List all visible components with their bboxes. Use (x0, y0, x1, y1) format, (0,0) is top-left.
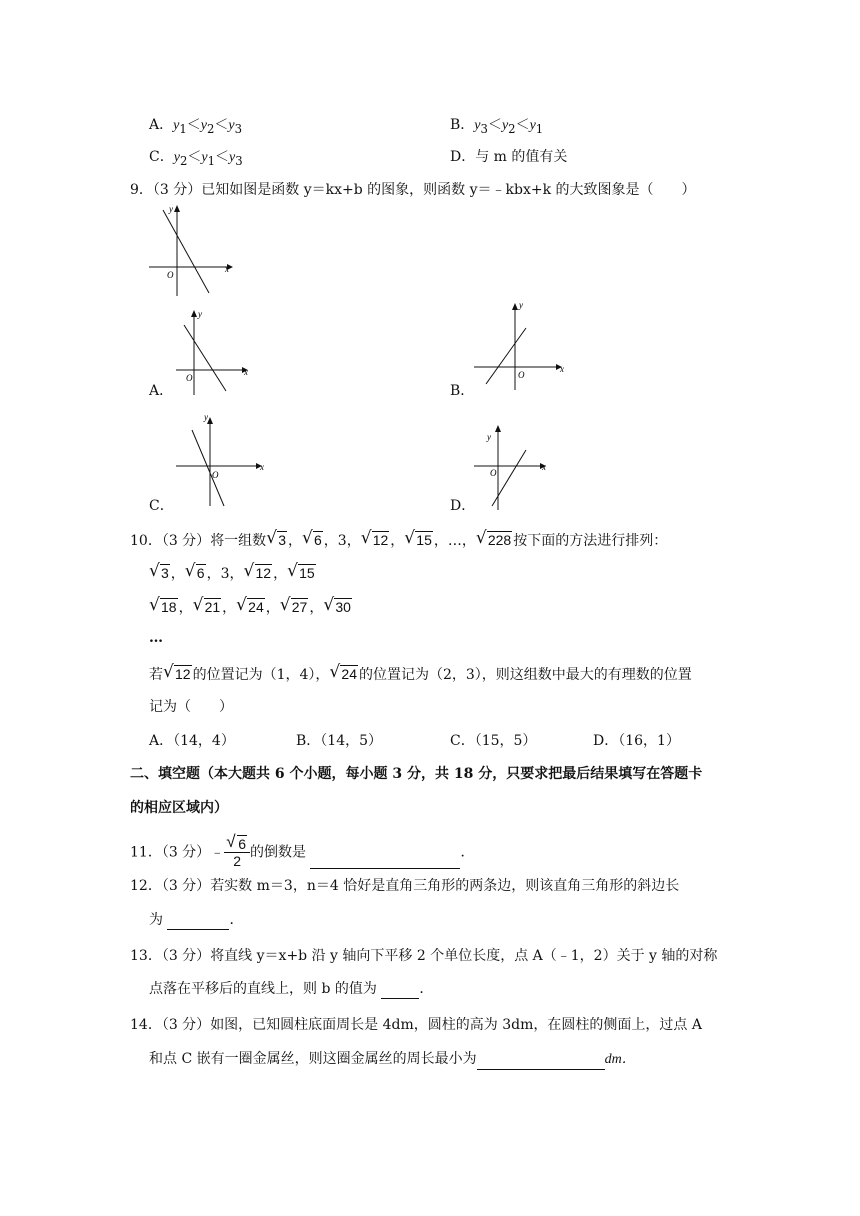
q8-option-d (450, 147, 567, 167)
q8-option-c-label: C． (149, 149, 174, 165)
radical-3: √ 3 (266, 530, 287, 551)
q10-score: （3 分） (161, 533, 211, 549)
q8-option-b-label: B． (450, 117, 475, 133)
section-2-heading-line1: 二、填空题（本大题共 6 个小题，每小题 3 分，共 18 分，只要求把最后结果填写在答题卡 (130, 766, 703, 782)
q10-intro: 将一组数 (210, 533, 267, 549)
q10-row-2: √ 18 ，√ 21 ，√ 24 ，√ 27 ，√ 30 (149, 597, 353, 618)
q10-stem: 10．（3 分）将一组数√ 3 ，√ 6 ，3，√ 12 ，√ 15 ，…，√ 228 按下面的方法进行排列： (130, 530, 667, 551)
q9-option-c-graph (170, 410, 270, 510)
section-2-heading-line2: 的相应区域内） (130, 800, 228, 816)
q10-option-c: C．（15，5） (450, 733, 537, 749)
q11-answer-blank[interactable] (310, 850, 460, 869)
q9-b-o-label: O (518, 370, 525, 380)
radical-12: √ 12 (361, 530, 390, 551)
q11-fraction: √ $\frac{6}{2}$ (224, 836, 250, 869)
q9-main-graph (145, 200, 235, 300)
q9-option-a-graph (170, 305, 260, 400)
q9-c-y-label: y (204, 412, 208, 422)
q9-option-d-label: D． (450, 498, 476, 514)
q9-b-x-label: x (560, 364, 564, 374)
q9-d-y-label: y (487, 432, 491, 442)
q8-option-d-label: D． (450, 149, 476, 165)
q9-a-o-label: O (186, 373, 193, 383)
q14-answer-blank[interactable] (477, 1051, 605, 1070)
q10-option-a: A．（14，4） (149, 733, 235, 749)
q9-option-b-graph (470, 300, 570, 395)
q10-ellipsis: … (149, 630, 163, 646)
q9-main-y-label: y (169, 204, 173, 214)
q10-number: 10． (130, 533, 162, 549)
radical-6: √ 6 (302, 530, 323, 551)
q9-main-o-label: O (167, 270, 174, 280)
q13-line1: 13．（3 分）将直线 y＝x+b 沿 y 轴向下平移 2 个单位长度，点 A（﹣1，2）关于 y 轴的对称 (130, 948, 718, 964)
q9-c-x-label: x (260, 462, 264, 472)
q9-option-b-label: B． (450, 383, 475, 399)
q9-c-o-label: O (212, 470, 219, 480)
q9-option-d-graph (470, 420, 560, 512)
q10-row-1: √ 3 ，√ 6 ，3，√ 12 ，√ 15 (149, 563, 317, 584)
q10-intro-tail: 按下面的方法进行排列： (513, 533, 668, 549)
q9-a-y-label: y (198, 309, 202, 319)
q9-stem (130, 180, 696, 200)
q8-option-a: A．$y_1<y_2<y_3$ (149, 117, 243, 136)
q9-score: （3 分） (152, 182, 202, 198)
q10-paragraph-line1: 若√ 12 的位置记为（1，4），√ 24 的位置记为（2，3），则这组数中最大的有理数的位置 (149, 664, 692, 685)
q9-option-a-label: A． (149, 383, 174, 399)
radical-228: √ 228 (476, 530, 512, 551)
q9-text: 已知如图是函数 y＝kx+b 的图象，则函数 y＝﹣kbx+k 的大致图象是（ ） (201, 182, 696, 198)
q10-option-b: B．（14，5） (296, 733, 383, 749)
q9-main-x-label: x (225, 264, 229, 274)
q10-paragraph-line2: 记为（ ） (149, 699, 233, 715)
q9-d-o-label: O (490, 468, 497, 478)
q8-option-b: B．$y_3<y_2<y_1$ (450, 117, 544, 136)
q9-b-y-label: y (519, 300, 523, 310)
q14-line1: 14．（3 分）如图，已知圆柱底面周长是 4dm，圆柱的高为 3dm，在圆柱的侧面上，过点 A (130, 1017, 702, 1033)
q12-answer-blank[interactable] (167, 911, 229, 930)
q12-line1: 12．（3 分）若实数 m＝3，n＝4 恰好是直角三角形的两条边，则该直角三角形的斜边长 (130, 878, 680, 894)
q11: 11．（3 分）﹣ √ $\frac{6}{2}$ 的倒数是 ． (130, 836, 474, 860)
radical-15: √ 15 (404, 530, 433, 551)
q8-option-d-text: 与 m 的值有关 (475, 149, 568, 165)
q9-d-x-label: x (542, 462, 546, 472)
q13-line2: 点落在平移后的直线上，则 b 的值为 ． (149, 981, 434, 997)
q8-option-c: C．$y_2<y_1<y_3$ (149, 149, 243, 168)
q12-line2: 为 ． (149, 912, 244, 928)
q13-answer-blank[interactable] (381, 980, 419, 999)
q8-option-a-label: A． (149, 117, 174, 133)
q9-a-x-label: x (244, 367, 248, 377)
q9-number: 9． (130, 182, 153, 198)
q9-option-c-label: C． (149, 498, 174, 514)
q10-option-d: D．（16，1） (593, 733, 680, 749)
q14-line2: 和点 C 嵌有一圈金属丝，则这圈金属丝的周长最小为 dm． (149, 1049, 636, 1070)
